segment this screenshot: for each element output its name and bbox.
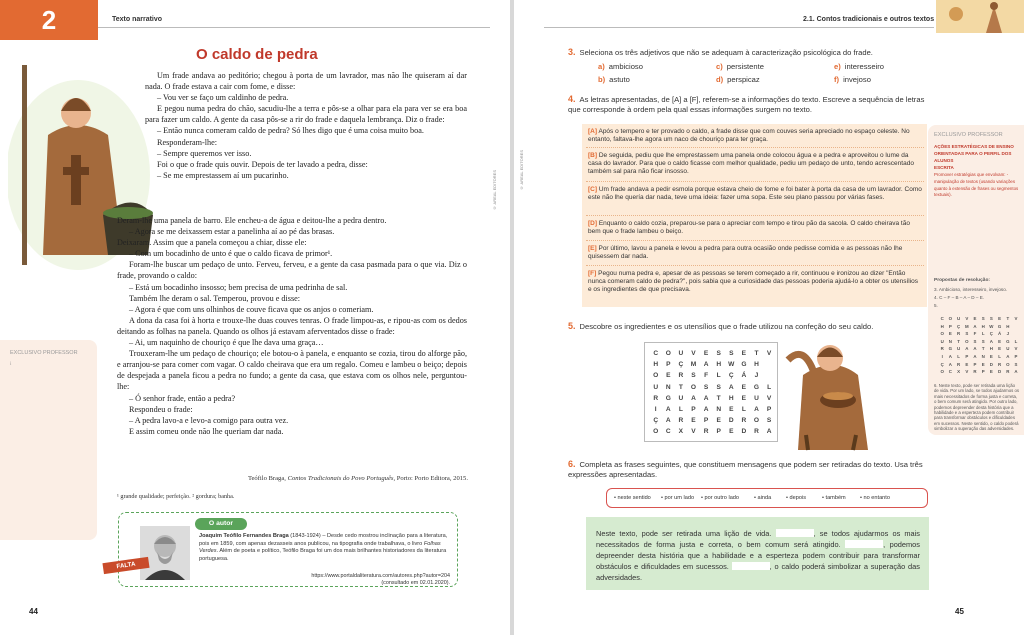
story-paragraph: – Agora se me deixassem estar a panelinha aí ao pé das brasas. [129,227,335,237]
corner-illustration [936,0,1024,33]
word-bank-item[interactable]: • neste sentido [614,495,651,501]
grid-letter: V [1014,346,1018,352]
grid-letter: V [965,316,969,321]
grid-letter: V [965,369,969,375]
grid-letter[interactable]: T [716,394,721,402]
grid-letter[interactable]: S [691,372,696,380]
story-paragraph: – Ai, um naquinho de chouriço é que lhe dava uma graça… [129,338,324,348]
author-link [260,573,450,587]
grid-letter: A [1014,369,1018,375]
word-bank-item[interactable]: • ainda [754,495,772,501]
exclusive-label-left: EXCLUSIVO PROFESSOR [10,350,78,356]
grid-letter: A [1006,354,1010,359]
option-d[interactable] [716,75,760,84]
grid-letter[interactable]: H [716,361,722,369]
question-text: Descobre os ingredientes e os utensílios que o frade utilizou na confeção do seu caldo. [579,322,874,331]
grid-letter[interactable]: N [716,406,722,413]
answer-4: 4. C – F – B – A – D – E. [934,295,985,300]
option-letter: d) [716,75,724,84]
grid-letter: O [965,338,969,344]
story-paragraph: A dona da casa foi à horta e trouxe-lhe duas couves tenras. O frade limpou-as, e ripou-as com os dedos deitando as folhas na panela. Quando os olhos já estavam aferventados disse o frade: [117,315,467,336]
grid-letter[interactable]: P [703,417,709,425]
grid-letter[interactable]: M [690,361,697,369]
grid-letter: R [940,346,944,352]
question-number: 6. [568,459,576,469]
grid-letter: D [989,361,993,367]
story-paragraph: – Com um bocadinho de unto é que o caldo ficava de primor¹. [129,249,333,259]
statement-tag: [A] [588,128,598,135]
question-number: 4. [568,94,576,104]
statement-divider [586,181,924,182]
grid-letter: A [989,338,993,344]
statement-tag: [E] [588,245,597,252]
grid-letter: M [964,323,969,329]
grid-letter[interactable]: I [654,406,657,413]
statement-text: Um frade andava a pedir esmola porque estava cheio de fome e foi bater à porta da casa de um lavrador. Como este não lhe quería dar nada, teve uma ideia: fazer uma sopa. Este seu plano passou por várias fases. [588,186,922,201]
teacher-sidebar-left [0,340,97,540]
answer-3: 3. Ambicioso, interesseiro, invejoso. [934,287,1008,292]
grid-letter[interactable]: S [716,383,721,391]
grid-letter[interactable]: O [653,428,659,436]
statement-text: Pegou numa pedra e, apesar de as pessoas se terem começado a rir, continuou e ironizou ao dizer "Então nunca comeram caldo de pedra?", pois sabia que a curiosidade das pessoas poderia ajudá-lo a obter os utensílios e os ingredientes de que precisava. [588,270,919,293]
story-text-wide [117,215,467,437]
grid-letter: H [989,346,993,352]
story-paragraph: – Sempre queremos ver isso. [157,148,252,158]
grid-letter[interactable]: O [690,383,697,391]
grid-letter[interactable]: S [766,417,772,425]
grid-letter: T [1006,316,1010,321]
grid-letter: N [981,354,985,359]
story-paragraph: Foi o que o frade quis ouvir. Depois de ter lavado a pedra, disse: [157,159,368,169]
top-rule-left [98,27,490,28]
fill-text-segment: , se todos ajudarmos os mais necessitados de forma justa e correta, o bem comum será atingido. [596,529,920,549]
grid-letter: G [1006,338,1010,344]
statement-e [588,245,922,261]
story-paragraph: E assim comeu onde não lhe queriam dar nada. [129,426,284,436]
option-f[interactable] [834,75,871,84]
grid-letter[interactable]: A [766,428,772,436]
option-letter: e) [834,62,841,71]
story-citation [220,475,468,482]
grid-letter: R [957,361,961,367]
writing-label: ESCRITA [934,165,954,170]
grid-letter: T [981,346,985,352]
citation-rest: , Porto: Porto Editora, 2015. [393,475,468,482]
grid-letter: E [989,354,993,359]
answer-blank[interactable] [845,540,883,548]
grid-letter[interactable]: X [678,428,684,436]
grid-letter: S [989,316,993,321]
grid-letter[interactable]: G [741,361,747,369]
statement-tag: [F] [588,270,597,277]
grid-letter: O [948,316,953,321]
option-b[interactable] [598,75,630,84]
grid-letter: S [1014,361,1018,367]
grid-letter[interactable]: C [665,428,671,436]
grid-letter: L [1014,338,1018,344]
author-bio-part: (1843-1924) – Desde cedo mostrou inclinação para a literatura, pois em 1859, com apenas dezasseis anos publicou, na tipografia onde trabalhava, o livro [199,533,448,547]
story-paragraph: – Vou ver se faço um caldinho de pedra. [157,93,289,103]
story-paragraph: Responderam-lhe: [157,137,218,147]
page-number-left: 44 [29,607,38,616]
grid-letter: R [957,331,961,337]
author-book: Folhas Verdes [199,540,441,555]
statement-c [588,186,922,202]
grid-letter[interactable]: Ç [653,417,659,425]
grid-letter: A [973,346,977,352]
grid-letter[interactable]: E [741,394,747,402]
fill-text-segment: , podemos depreender desta história que a habilidade e a esperteza podem contribuir para transformar obstáculos e dificuldades em sucessos. [596,540,920,571]
author-tag: O autor [195,518,247,530]
statement-divider [586,265,924,266]
grid-letter[interactable]: D [741,428,747,436]
grid-letter[interactable]: E [691,417,696,425]
grid-letter: Ç [957,323,961,329]
grid-letter[interactable]: E [666,372,671,380]
option-word: astuto [609,75,630,84]
story-paragraph: – Agora é que com uns olhinhos de couve ficava que os anjos o comeriam. [129,304,374,314]
grid-letter: S [973,338,977,344]
author-name: Joaquim Teófilo Fernandes Braga [199,533,289,539]
story-paragraph: – Ó senhor frade, então a pedra? [129,393,236,403]
statement-d [588,220,922,236]
grid-letter[interactable]: U [678,350,684,357]
grid-letter: O [940,369,944,375]
grid-letter: C [940,316,944,321]
option-word: persistente [726,62,764,71]
story-paragraph: Deram-lhe uma panela de barro. Ele encheu-a de água e deitou-lhe a pedra dentro. [117,216,387,225]
statement-text: De seguida, pediu que lhe emprestassem uma panela onde colocou água e a pedra e aproveitou o lume da casa do lavrador. Para que o caldo ficasse com melhor qualidade, pediu um pedaço de unto, tendo acrescentado também sal para não ficar insosso. [588,152,914,175]
citation-title: Contos Tradicionais do Povo Português [287,475,394,482]
option-word: interesseiro [844,62,885,71]
grid-letter[interactable]: U [653,383,659,391]
word-bank-item[interactable]: • por um lado [661,495,695,501]
grid-letter: E [948,331,952,337]
option-word: perspicaz [727,75,760,84]
grid-letter[interactable]: W [728,361,735,369]
statement-text: Por último, lavou a panela e levou a pedra para outra ocasião onde pedisse comida e as pessoas não lhe quisessem dar nada. [588,245,903,260]
grid-letter[interactable]: A [665,417,671,425]
question-6 [568,459,928,480]
grid-letter: E [998,338,1002,344]
grid-letter: A [973,323,977,329]
grid-letter[interactable]: Ç [678,361,684,369]
statement-tag: [B] [588,152,598,159]
grid-letter[interactable]: C [653,350,659,357]
grid-letter: U [940,338,944,344]
grid-letter[interactable]: A [754,406,759,413]
page-number-right: 45 [955,607,964,616]
story-paragraph: Foram-lhe buscar um pedaço de unto. Ferveu, ferveu, e a gente da casa pasmada para o que via. Diz o frade, provando o caldo: [117,260,467,281]
grid-letter: P [981,369,985,375]
grid-letter: L [957,354,960,359]
grid-letter[interactable]: T [678,383,683,391]
publisher-note-right: © AREAL EDITORES [519,150,524,191]
grid-letter[interactable]: A [665,406,671,413]
grid-letter: A [948,354,952,359]
grid-letter[interactable]: A [703,406,709,413]
story-paragraph: Deixaram. Assim que a panela começou a chiar, disse ele: [117,238,307,248]
strategy-title: AÇÕES ESTRATÉGICAS DE ENSINO ORIENTADAS PARA O PERFIL DOS ALUNOS [934,144,1014,163]
grid-letter[interactable]: V [691,350,696,357]
grid-letter: Ç [940,361,944,367]
grid-letter: S [981,338,985,344]
grid-letter[interactable]: O [653,372,659,380]
option-letter: b) [598,75,606,84]
grid-letter: O [1006,361,1010,367]
grid-letter: Ç [989,331,993,337]
grid-letter: R [998,361,1002,367]
answer-word-search [934,310,1018,378]
answer-blank[interactable] [732,562,770,570]
grid-letter: E [973,316,977,321]
statement-b [588,152,922,176]
grid-letter: N [948,338,952,344]
author-bio-part: . Além de poeta e político, Teófilo Braga foi um dos mais brilhantes historiadores da literatura portuguesa. [199,548,447,562]
grid-letter: R [1006,369,1010,375]
grid-letter: C [948,369,952,375]
grid-letter: L [981,331,985,337]
grid-letter[interactable]: E [716,417,721,425]
statement-divider [586,215,924,216]
option-word: invejoso [843,75,871,84]
grid-letter: L [998,354,1001,359]
fill-text-segment: , o caldo poderá simbolizar a superação das adversidades. [596,562,920,582]
grid-letter[interactable]: E [729,406,734,413]
grid-letter: A [965,346,969,352]
exclusive-label-right: EXCLUSIVO PROFESSOR [934,132,1003,138]
fill-in-text [596,528,920,583]
grid-letter[interactable]: P [666,361,671,369]
grid-letter: E [981,361,985,367]
grid-letter[interactable]: R [653,394,659,402]
statement-divider [586,147,924,148]
statement-f [588,270,922,294]
answer-6: 6. Neste texto, pode ser retirada uma lição de vida. Por um lado, se todos ajudarmos os mais necessitados de forma justa e correta, o bem comum será atingido. Por outro lado, podemos depreender desta história que a habilidade e a esperteza podem contribuir para transformar obstáculos e dificuldades em sucessos. Neste sentido, o caldo poderá simbolizar a superação das adversidades. [934,383,1020,432]
grid-letter[interactable]: E [703,350,709,357]
monk-eating-illustration [778,330,878,455]
grid-letter[interactable]: L [716,372,721,380]
missing-badge: FALTA [102,557,149,574]
option-a[interactable] [598,62,643,71]
grid-letter: I [941,354,943,359]
story-paragraph: Respondeu o frade: [129,404,193,414]
grid-letter[interactable]: E [729,428,734,436]
exclusive-mark-left: i [10,362,12,367]
grid-letter[interactable]: V [766,350,772,357]
grid-letter[interactable]: V [766,394,772,402]
question-text: Completa as frases seguintes, que constituem mensagens que podem ser retiradas do texto. Usa três expressões apresentadas. [568,460,923,479]
author-url[interactable]: https://www.portaldaliteratura.com/autores.php?autor=204 [311,573,450,579]
grid-letter[interactable]: F [704,372,709,380]
grid-letter[interactable]: O [665,350,671,357]
grid-letter: P [973,361,977,367]
grid-letter[interactable]: E [741,383,747,391]
grid-letter[interactable]: T [754,350,759,357]
grid-letter: E [998,346,1002,352]
grid-letter[interactable]: A [691,394,696,402]
word-search-grid[interactable] [644,342,778,442]
word-bank-item[interactable]: • no entanto [860,495,890,501]
grid-letter[interactable]: P [766,406,772,413]
question-3 [568,47,928,57]
grid-letter: U [1006,346,1010,352]
question-text: Seleciona os três adjetivos que não se adequam à caracterização psicológica do frade. [579,48,873,57]
option-e[interactable] [834,62,884,71]
option-c[interactable] [716,62,764,71]
grid-letter: H [981,323,985,329]
citation-author: Teófilo Braga, [247,475,288,482]
grid-letter[interactable]: H [653,361,659,369]
question-number: 5. [568,321,576,331]
fill-text-segment: Neste texto, pode ser retirada uma lição de vida. [596,529,772,538]
grid-letter[interactable]: R [703,428,709,436]
right-page [514,0,1024,635]
grid-letter[interactable]: R [678,417,684,425]
grid-letter: J [1006,331,1010,337]
story-title: O caldo de pedra [196,46,318,63]
grid-letter: D [998,369,1002,375]
grid-letter: A [948,361,952,367]
option-letter: c) [716,62,723,71]
grid-letter: E [989,369,993,375]
grid-letter[interactable]: H [728,394,734,402]
grid-letter: X [957,369,961,375]
grid-letter[interactable]: Ç [728,372,734,380]
grid-letter[interactable]: D [728,417,734,425]
story-paragraph: – A pedra lavo-a e levo-a comigo para outra vez. [129,415,289,425]
grid-letter[interactable]: U [754,394,759,402]
option-word: ambicioso [608,62,643,71]
grid-letter[interactable]: R [678,372,684,380]
grid-letter: H [1006,323,1010,329]
grid-letter: U [957,346,961,352]
statement-divider [586,240,924,241]
left-page [0,0,510,635]
grid-letter: P [1014,354,1018,359]
statement-tag: [C] [588,186,598,193]
grid-letter[interactable]: L [741,406,746,413]
word-bank-item[interactable]: • também [822,495,846,501]
grid-letter: P [965,354,969,359]
question-text: As letras apresentadas, de [A] a [F], referem-se a informações do texto. Escreve a sequência de letras que corresponde à ordem pela qual essas informações surgem no texto. [568,95,925,114]
grid-letter[interactable]: A [703,394,709,402]
grid-letter: S [965,331,969,337]
story-paragraph: E pegou numa pedra do chão, sacudiu-lhe a terra e pôs-se a olhar para ela para ver se era boa para fazer um caldo. A gente da casa pôs-se a rir do frade e daquela lembrança. Diz o frade: [145,104,467,125]
grid-letter[interactable]: G [753,383,760,391]
grid-letter[interactable]: O [753,417,760,425]
grid-letter[interactable]: H [754,361,759,369]
grid-letter: S [981,316,985,321]
grid-letter: T [957,338,960,344]
answers-title: Propostas de resolução: [934,278,990,283]
grid-letter: H [940,323,944,329]
grid-letter: A [973,354,977,359]
grid-letter[interactable]: S [703,383,709,391]
story-text-narrow [145,70,467,181]
word-bank-item[interactable]: • por outro lado [701,495,740,501]
grid-letter[interactable]: U [678,394,684,402]
grid-letter: P [948,323,952,329]
author-bio [199,533,451,563]
story-paragraph: – Então nunca comeram caldo de pedra? Só lhes digo que é uma coisa muito boa. [157,126,424,136]
grid-letter[interactable]: A [703,361,709,369]
footnote: ¹ grande qualidade; perfeição. ² gordura; banha. [117,493,235,500]
chapter-number: 2 [41,5,57,35]
author-portrait [140,526,190,580]
question-number: 3. [568,47,576,57]
grid-letter[interactable]: E [741,350,747,357]
grid-letter: E [998,316,1002,321]
statement-a [588,128,922,144]
grid-letter[interactable]: S [729,350,734,357]
strategy-text: Promover estratégias que envolvam: - manipulação de textos (usando variações quanto à extensão de frases ou segmentos textuais). [934,172,1019,198]
answer-blank[interactable] [776,529,814,537]
grid-letter[interactable]: R [754,428,759,436]
section-label-left: Texto narrativo [112,16,163,23]
option-letter: a) [598,62,605,71]
grid-letter[interactable]: P [716,428,721,436]
grid-letter: G [997,323,1002,329]
grid-letter[interactable]: P [691,406,696,413]
publisher-note-left: © AREAL EDITORES [492,170,497,211]
grid-letter: G [948,346,953,352]
story-paragraph: Trouxeram-lhe um pedaço de chouriço; ele botou-o à panela, e enquanto se cozia, tirou do alforge pão, e arranjou-se para comer com vagar. O caldo cheirava que era um regalo. Comeu e lambeu o beiço; depois de despejada a panela ficou a pedra no fundo; a gente da casa, que estava com os olhos nele, perguntou-lhe: [117,349,467,392]
story-paragraph: – Se me emprestassem aí um pucarinho. [157,170,289,180]
grid-letter[interactable]: J [754,372,759,380]
grid-letter[interactable]: S [716,350,721,357]
statement-tag: [D] [588,220,598,227]
grid-letter[interactable]: L [767,383,772,391]
grid-letter[interactable]: V [691,428,696,436]
word-bank-item[interactable]: • depois [786,495,806,501]
story-paragraph: Um frade andava ao peditório; chegou à porta de um lavrador, mas não lhe quiseram aí dar nada. O frade estava a cair com fome, e disse: [145,71,467,92]
top-rule-right [544,27,934,28]
grid-letter[interactable]: N [665,383,671,391]
grid-letter[interactable]: A [728,383,734,391]
answer-5: 5. [934,303,938,308]
story-paragraph: Também lhe deram o sal. Temperou, provou e disse: [129,293,301,303]
grid-letter[interactable]: L [678,406,683,413]
author-link-date: (consultado em 02.01.2020). [381,580,450,586]
grid-letter: E [965,361,969,367]
grid-letter: W [989,323,994,329]
section-label-right: 2.1. Contos tradicionais e outros textos [803,16,935,23]
grid-letter: Á [998,331,1002,337]
story-paragraph: – Está um bocadinho insosso; bem precisa de uma pedrinha de sal. [129,282,348,292]
option-letter: f) [834,75,840,84]
grid-letter: O [940,331,944,337]
statement-text: Enquanto o caldo cozia, preparou-se para o apreciar com tempo e tirou pão da sacola. O caldo cheirava tão bem que o frade lambeu o beiço. [588,220,910,235]
grid-letter[interactable]: G [665,394,671,402]
grid-letter[interactable]: R [741,417,747,425]
statement-text: Após o tempero e ter provado o caldo, a frade disse que com couves seria apreciado no espaço celeste. No entanto, faltava-lhe agora um naco de chouriço para ter graça. [588,128,910,143]
grid-letter[interactable]: Á [741,372,747,380]
grid-letter: V [1014,316,1018,321]
grid-letter: F [973,331,977,337]
grid-letter: R [973,369,977,375]
grid-letter: U [957,316,961,321]
question-4 [568,94,928,115]
